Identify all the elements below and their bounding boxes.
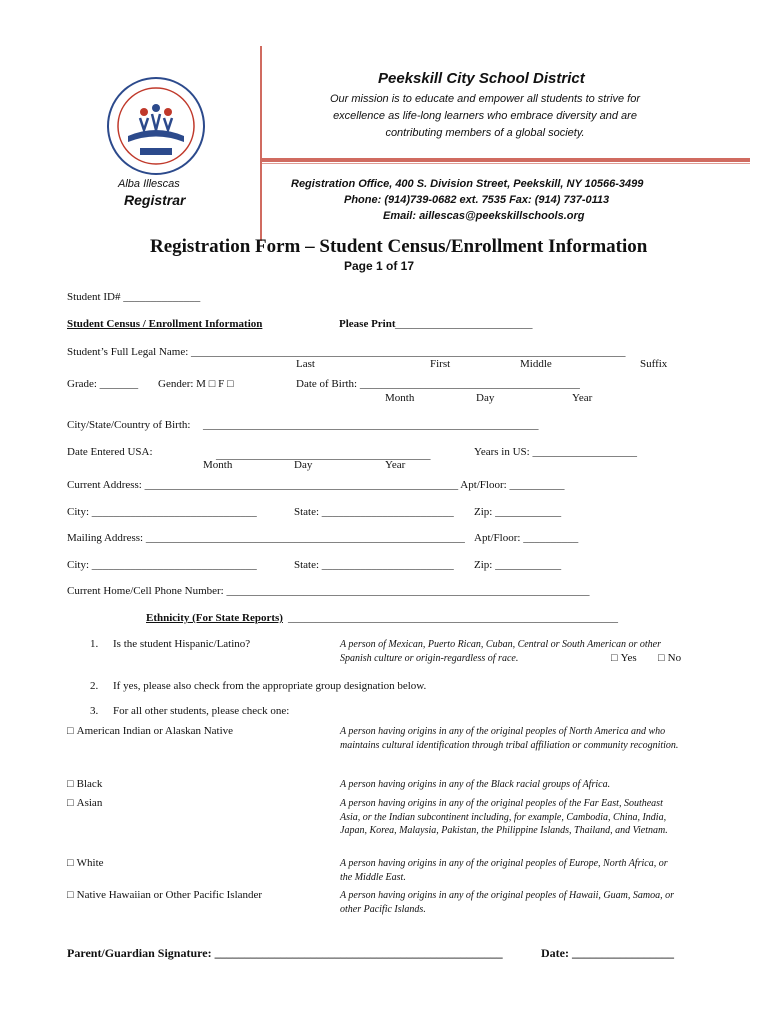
page-number: Page 1 of 17: [344, 259, 415, 273]
city-field-2[interactable]: City: ______________________________: [67, 559, 257, 571]
current-address-field[interactable]: Current Address: _________________________________________________________ Apt/Floor: __________: [67, 479, 565, 491]
city-field-1[interactable]: City: ______________________________: [67, 506, 257, 518]
name-suffix-label: Suffix: [640, 358, 668, 370]
district-name: Peekskill City School District: [378, 70, 585, 87]
date-entered-usa-field[interactable]: _______________________________________: [216, 449, 431, 461]
race-checkbox-american-indian[interactable]: □ American Indian or Alaskan Native: [67, 725, 233, 737]
q2-number: 2.: [90, 680, 99, 692]
race-checkbox-asian[interactable]: □ Asian: [67, 797, 102, 809]
years-in-us-field[interactable]: Years in US: ___________________: [474, 446, 637, 458]
q2-text: If yes, please also check from the appropriate group designation below.: [113, 680, 427, 692]
zip-field-2[interactable]: Zip: ____________: [474, 559, 562, 571]
state-field-2[interactable]: State: ________________________: [294, 559, 454, 571]
race-desc-american-indian: A person having origins in any of the original peoples of North America and who maintains cultural identification through tribal affiliation or community recognition.: [340, 726, 679, 751]
dob-field[interactable]: Date of Birth: ________________________________________: [296, 378, 580, 390]
name-last-label: Last: [296, 358, 315, 370]
q1-description: A person of Mexican, Puerto Rican, Cuban, Central or South American or other Spanish culture or origin-regardless of race.: [340, 639, 661, 664]
birthplace-label: City/State/Country of Birth:: [67, 419, 191, 431]
birthplace-field[interactable]: _____________________________________________________________: [203, 419, 539, 431]
full-name-field[interactable]: Student’s Full Legal Name: _______________________________________________________________________________: [67, 346, 626, 358]
student-id-field[interactable]: Student ID# ______________: [67, 291, 201, 303]
race-desc-asian: A person having origins in any of the original peoples of the Far East, Southeast Asia, or the Indian subcontinent including, for example, Cambodia, China, India, Japan, Korea, Malaysia, Pakistan, the Philippine Islands, Thailand, and Vietnam.: [340, 798, 668, 836]
mailing-address-field[interactable]: Mailing Address: __________________________________________________________: [67, 532, 465, 544]
registrar-title: Registrar: [124, 192, 186, 208]
office-address: Registration Office, 400 S. Division Street, Peekskill, NY 10566-3499: [291, 178, 644, 190]
q1-text: Is the student Hispanic/Latino?: [113, 638, 251, 650]
apt-floor-field-2[interactable]: Apt/Floor: __________: [474, 532, 579, 544]
guardian-signature-field[interactable]: Parent/Guardian Signature: ________________________________________________: [67, 946, 503, 960]
ethnicity-heading-line: ____________________________________________________________: [288, 612, 618, 624]
race-checkbox-black[interactable]: □ Black: [67, 778, 102, 790]
name-middle-label: Middle: [520, 358, 552, 370]
office-email: Email: aillescas@peekskillschools.org: [383, 210, 585, 222]
please-print-label: Please Print: [339, 318, 396, 330]
race-desc-black: A person having origins in any of the Black racial groups of Africa.: [340, 779, 611, 790]
grade-field[interactable]: Grade: _______: [67, 378, 139, 390]
office-phone: Phone: (914)739-0682 ext. 7535 Fax: (914) 737-0113: [344, 194, 610, 206]
form-title: Registration Form – Student Census/Enrollment Information: [150, 236, 648, 257]
q3-number: 3.: [90, 705, 99, 717]
please-print-line: _________________________: [395, 318, 533, 330]
phone-field[interactable]: Current Home/Cell Phone Number: __________________________________________________________________: [67, 585, 590, 597]
header-horizontal-rule-thin: [262, 163, 750, 164]
date-entered-usa-label: Date Entered USA:: [67, 446, 153, 458]
district-logo: [106, 76, 206, 176]
dob-month-label: Month: [385, 392, 415, 404]
race-desc-white: A person having origins in any of the original peoples of Europe, North Africa, or the Middle East.: [340, 858, 668, 883]
ethnicity-heading: Ethnicity (For State Reports): [146, 612, 283, 624]
header-vertical-rule: [260, 46, 262, 241]
header-horizontal-rule: [262, 158, 750, 162]
race-desc-native-hawaiian: A person having origins in any of the original peoples of Hawaii, Guam, Samoa, or other Pacific Islands.: [340, 890, 674, 915]
gender-field[interactable]: Gender: M □ F □: [158, 378, 234, 390]
section-census-heading: Student Census / Enrollment Information: [67, 318, 263, 330]
race-checkbox-native-hawaiian[interactable]: □ Native Hawaiian or Other Pacific Islander: [67, 889, 262, 901]
registrar-name: Alba Illescas: [118, 178, 180, 190]
usa-day-label: Day: [294, 459, 313, 471]
dob-day-label: Day: [476, 392, 495, 404]
q1-number: 1.: [90, 638, 99, 650]
usa-month-label: Month: [203, 459, 233, 471]
race-checkbox-white[interactable]: □ White: [67, 857, 104, 869]
state-field-1[interactable]: State: ________________________: [294, 506, 454, 518]
no-checkbox[interactable]: □ No: [658, 652, 681, 664]
mission-statement: Our mission is to educate and empower all students to strive for excellence as life-long learners who embrace diversity and are contributing members of a global society.: [330, 93, 640, 139]
name-first-label: First: [430, 358, 451, 370]
dob-year-label: Year: [572, 392, 593, 404]
signature-date-field[interactable]: Date: _________________: [541, 946, 674, 960]
zip-field-1[interactable]: Zip: ____________: [474, 506, 562, 518]
usa-year-label: Year: [385, 459, 406, 471]
yes-checkbox[interactable]: □ Yes: [611, 652, 637, 664]
q3-text: For all other students, please check one:: [113, 705, 290, 717]
